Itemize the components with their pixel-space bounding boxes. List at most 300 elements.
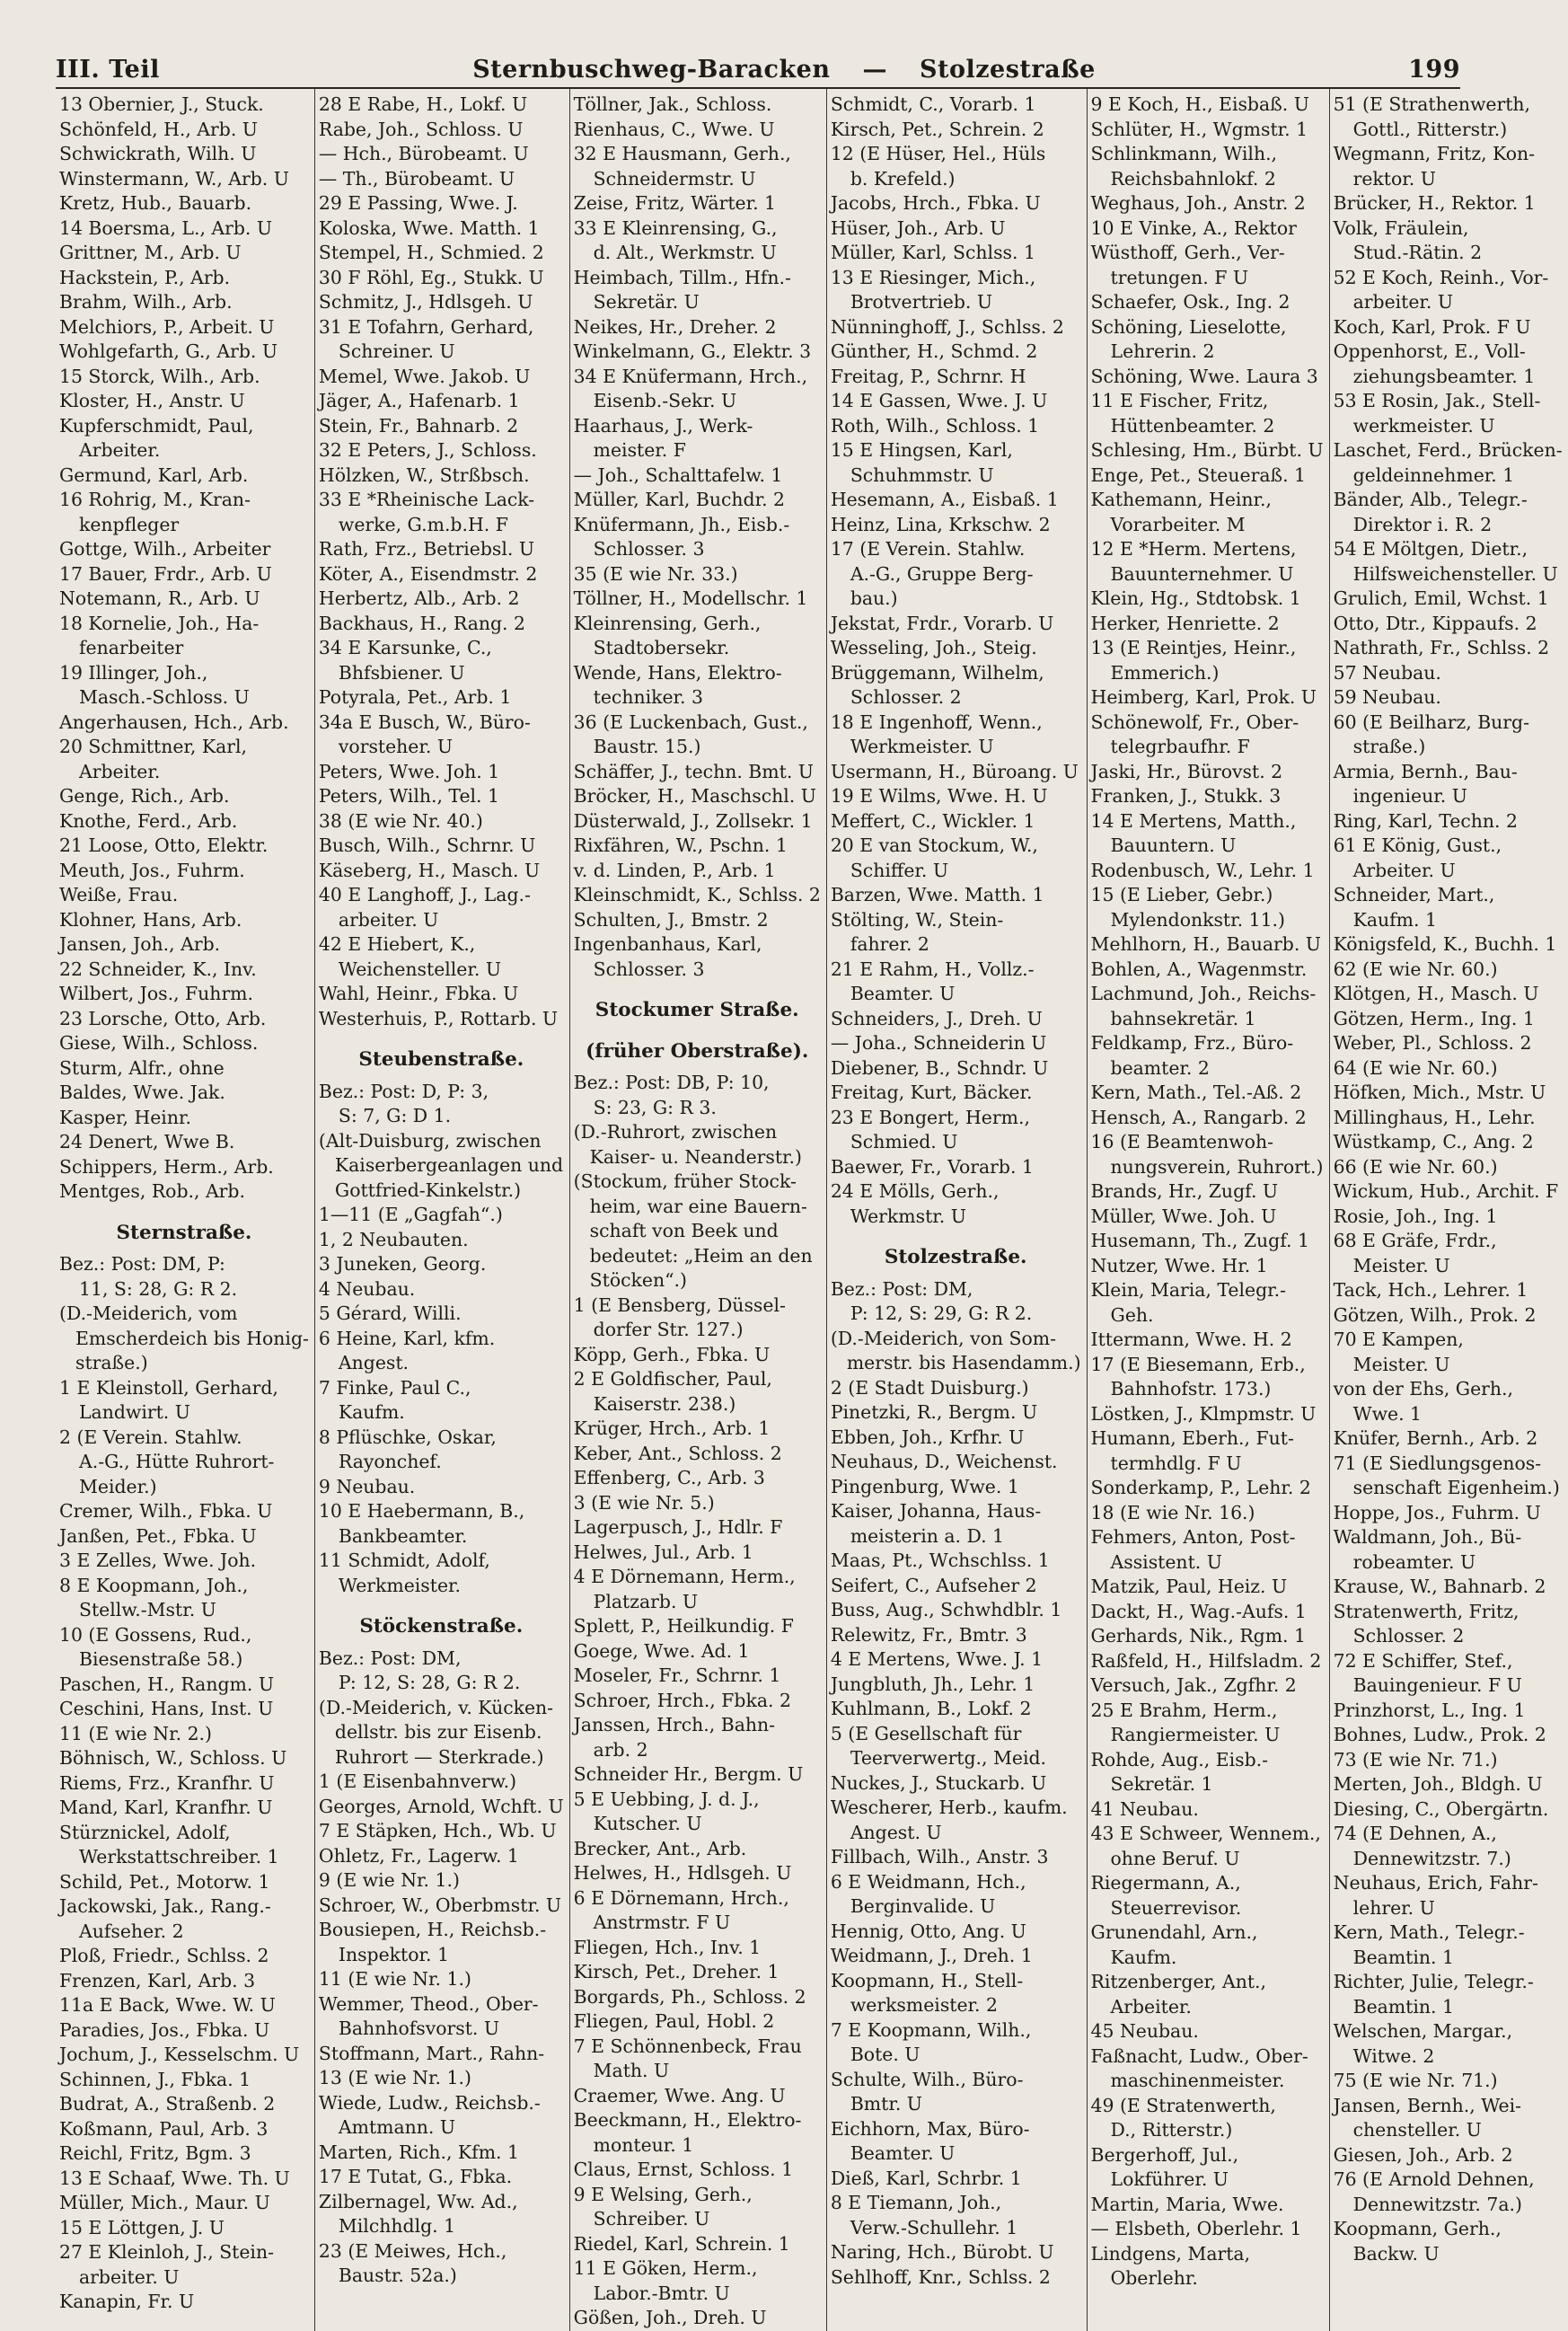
directory-entry: 18 (E wie Nr. 16.) [1090,1501,1255,1523]
directory-entry: 61 E König, Gust., [1333,834,1502,856]
directory-entry: Neuhaus, Erich, Fahr- [1333,1872,1538,1894]
directory-entry: Otto, Dtr., Kippaufs. 2 [1333,612,1537,634]
directory-entry: (D.-Meiderich, vom [59,1302,238,1324]
range-end: Stolzestraße [919,56,1096,84]
directory-entry: werksmeister. 2 [850,1994,998,2016]
directory-entry: Jansen, Bernh., Wei- [1333,2094,1521,2116]
directory-entry: 21 E Rahm, H., Vollz.- [830,958,1035,980]
directory-entry: 66 (E wie Nr. 60.) [1333,1155,1498,1178]
directory-entry: Vorarbeiter. M [1110,513,1246,535]
directory-entry: Beamter. U [850,2142,956,2164]
directory-entry: Ruhrort — Sterkrade.) [334,1745,544,1768]
directory-entry: — Joh., Schalttafelw. 1 [573,464,783,486]
directory-entry: Ring, Karl, Techn. 2 [1333,809,1518,832]
directory-entry: (Alt-Duisburg, zwischen [318,1129,542,1152]
directory-entry: Schinnen, J., Fbka. 1 [59,2068,251,2090]
directory-entry: 14 E Gassen, Wwe. J. U [830,390,1048,411]
directory-entry: 2 E Goldfischer, Paul, [573,1368,772,1390]
directory-entry: Germund, Karl, Arb. [59,464,249,486]
directory-entry: Genge, Rich., Arb. [59,785,230,807]
directory-entry: S: 7, G: D 1. [338,1105,452,1126]
directory-entry: Hoppe, Jos., Fuhrm. U [1333,1501,1541,1523]
directory-entry: Brands, Hr., Zugf. U [1090,1180,1279,1202]
directory-entry: Mand, Karl, Kranfhr. U [59,1797,273,1818]
directory-entry: Bez.: Post: DM, [318,1647,462,1669]
directory-entry: Helwes, Jul., Arb. 1 [573,1541,753,1563]
directory-entry: Versuch, Jak., Zgfhr. 2 [1090,1674,1297,1696]
directory-entry: Jackowski, Jak., Rang.- [59,1895,271,1917]
directory-entry: Humann, Eberh., Fut- [1090,1427,1294,1449]
directory-entry: Wüstkamp, C., Ang. 2 [1333,1131,1534,1152]
directory-entry: Koopmann, H., Stell- [830,1969,1024,1991]
directory-entry: Rienhaus, C., Wwe. U [573,118,775,140]
directory-entry: Schuhmmstr. U [850,464,994,486]
directory-entry: 36 (E Luckenbach, Gust., [573,711,808,733]
directory-entry: fahrer. 2 [850,933,929,955]
directory-entry: Bauunternehmer. U [1110,562,1294,585]
directory-entry: Königsfeld, K., Buchh. 1 [1333,933,1557,955]
directory-entry: Matzik, Paul, Heiz. U [1090,1576,1288,1597]
directory-entry: Klein, Maria, Telegr.- [1090,1279,1286,1301]
directory-entry: Köter, A., Eisendmstr. 2 [318,562,538,585]
directory-entry: Meuth, Jos., Fuhrm. [59,859,245,881]
directory-entry: Teerverwertg., Meid. [850,1747,1047,1769]
directory-entry: 19 Illinger, Joh., [59,661,208,684]
directory-entry: Müller, Mich., Maur. U [59,2192,270,2213]
directory-entry: Arbeiter. [79,760,161,782]
directory-entry: 76 (E Arnold Dehnen, [1333,2168,1535,2190]
directory-entry: robeamter. U [1352,1550,1476,1573]
directory-entry: Backhaus, H., Rang. 2 [318,612,525,634]
directory-entry: Busch, Wilh., Schrnr. U [318,834,536,856]
directory-entry: Backw. U [1352,2242,1440,2265]
directory-entry: 2 (E Stadt Duisburg.) [830,1376,1029,1399]
directory-entry: Zilbernagel, Ww. Ad., [318,2190,518,2212]
directory-entry: 11 E Göken, Herm., [573,2257,758,2279]
directory-entry: bau.) [850,587,898,609]
directory-entry: Stoffmann, Mart., Rahn- [318,2042,545,2064]
directory-entry: Nünninghoff, J., Schlss. 2 [830,315,1064,338]
directory-entry: 13 E Riesinger, Mich., [830,266,1036,288]
directory-entry: Platzarb. U [593,1590,699,1612]
directory-entry: (D.-Meiderich, v. Kücken- [318,1696,554,1718]
directory-entry: Düsterwald, J., Zollsekr. 1 [573,809,813,832]
directory-entry: Hüttenbeamter. 2 [1110,414,1275,437]
directory-entry: Kern, Math., Telegr.- [1333,1921,1525,1943]
directory-entry: 6 E Weidmann, Hch., [830,1870,1026,1893]
directory-entry: Milchhdlg. 1 [338,2215,456,2237]
directory-entry: Moseler, Fr., Schrnr. 1 [573,1664,781,1686]
directory-entry: Craemer, Wwe. Ang. U [573,2084,786,2106]
directory-entry: Beamtin. 1 [1352,1995,1454,2018]
directory-entry: 68 E Gräfe, Frdr., [1333,1230,1497,1251]
directory-entry: Freitag, Kurt, Bäcker. [830,1082,1033,1103]
directory-entry: 51 (E Strathenwerth, [1333,93,1531,115]
directory-entry: Kuhlmann, B., Lokf. 2 [830,1698,1032,1719]
directory-entry: Bauuntern. U [1110,834,1237,856]
column-1 [56,89,315,2331]
directory-entry: 16 Rohrig, M., Kran- [59,489,251,510]
directory-entry: 1—11 (E „Gagfah“.) [318,1204,503,1225]
directory-entry: 23 E Bongert, Herm., [830,1106,1030,1128]
directory-entry: 18 Kornelie, Joh., Ha- [59,612,260,634]
directory-entry: Kern, Math., Tel.-Aß. 2 [1090,1082,1302,1103]
directory-entry: Meider.) [79,1475,157,1497]
directory-entry: 5 Gérard, Willi. [318,1302,462,1324]
directory-entry: Raßfeld, H., Hilfsladm. 2 [1090,1649,1322,1672]
directory-entry: Melchiors, P., Arbeit. U [59,315,275,338]
directory-entry: Reichl, Fritz, Bgm. 3 [59,2142,251,2164]
directory-entry: Paschen, H., Rangm. U [59,1673,275,1695]
directory-entry: Käseberg, H., Masch. U [318,859,541,881]
directory-entry: Lagerpusch, J., Hdlr. F [573,1516,783,1538]
directory-entry: 54 E Möltgen, Dietr., [1333,538,1528,560]
directory-entry: 74 (E Dehnen, A., [1333,1823,1497,1844]
street-heading: (früher Oberstraße). [586,1039,809,1063]
directory-entry: 11 (E wie Nr. 1.) [318,1968,471,1990]
directory-entry: Schlüter, H., Wgmstr. 1 [1090,118,1308,140]
directory-entry: 9 E Koch, H., Eisbaß. U [1090,93,1309,115]
directory-entry: Schreiber. U [593,2208,710,2229]
directory-entry: beamter. 2 [1110,1056,1210,1079]
directory-entry: 4 E Dörnemann, Herm., [573,1566,796,1587]
directory-entry: Hölzken, W., Strßbsch. [318,464,530,486]
directory-entry: 18 E Ingenhoff, Wenn., [830,711,1043,733]
directory-entry: Wilbert, Jos., Fuhrm. [59,983,254,1004]
directory-entry: Haarhaus, J., Werk- [573,414,753,437]
directory-entry: 17 Bauer, Frdr., Arb. U [59,562,272,585]
directory-entry: Weiße, Frau. [59,884,179,905]
directory-entry: 15 (E Lieber, Gebr.) [1090,884,1273,905]
directory-entry: 5 E Uebbing, J. d. J., [573,1788,760,1810]
street-heading: Steubenstraße. [358,1048,524,1071]
directory-entry: P: 12, S: 29, G: R 2. [850,1302,1033,1324]
directory-entry: Borgards, Ph., Schloss. 2 [573,1985,806,2008]
directory-entry: 9 Neubau. [318,1475,416,1497]
directory-entry: 23 (E Meiwes, Hch., [318,2239,507,2262]
directory-entry: 32 E Peters, J., Schloss. [318,439,537,461]
directory-entry: Kloster, H., Anstr. U [59,390,245,411]
directory-entry: Koloska, Wwe. Matth. 1 [318,216,540,239]
directory-entry: meister. F [593,439,686,461]
directory-entry: Meister. U [1352,1353,1450,1375]
directory-entry: Schlesing, Hm., Bürbt. U [1090,439,1324,461]
directory-entry: 73 (E wie Nr. 71.) [1333,1748,1498,1770]
directory-entry: geldeinnehmer. 1 [1352,464,1515,486]
directory-entry: 21 Loose, Otto, Elektr. [59,834,269,856]
directory-entry: 42 E Hiebert, K., [318,933,476,955]
directory-entry: Angest. U [850,1821,942,1843]
directory-entry: Schwickrath, Wilh. U [59,143,257,164]
directory-entry: 28 E Rabe, H., Lokf. U [318,93,528,115]
directory-entry: chensteller. U [1352,2119,1482,2141]
directory-entry: Schulten, J., Bmstr. 2 [573,908,769,931]
directory-entry: Georges, Arnold, Wchft. U [318,1795,564,1817]
directory-entry: Bröcker, H., Maschschl. U [573,785,816,807]
directory-entry: Jäger, A., Hafenarb. 1 [318,390,520,411]
directory-entry: Kaiserstr. 238.) [593,1392,736,1415]
directory-entry: Stölting, W., Stein- [830,908,1004,931]
directory-entry: Gottge, Wilh., Arbeiter [59,538,271,560]
directory-entry: maschinenmeister. [1110,2070,1285,2091]
directory-entry: Stöcken“.) [589,1269,687,1291]
directory-entry: Maas, Pt., Wchschlss. 1 [830,1550,1050,1571]
directory-entry: Stein, Fr., Bahnarb. 2 [318,414,519,437]
directory-entry: Rodenbusch, W., Lehr. 1 [1090,859,1315,881]
directory-entry: Meffert, C., Wickler. 1 [830,809,1035,832]
directory-entry: 6 Heine, Karl, kfm. [318,1327,496,1349]
directory-entry: Kaiser- u. Neanderstr.) [589,1145,802,1168]
directory-entry: Nuckes, J., Stuckarb. U [830,1771,1047,1794]
page-range [472,56,1096,84]
directory-entry: A.-G., Hütte Ruhrort- [79,1451,275,1472]
directory-entry: dellstr. bis zur Eisenb. [334,1721,542,1743]
directory-entry: 7 E Schönnenbeck, Frau [573,2035,802,2057]
directory-entry: Schmidt, C., Vorarb. 1 [830,93,1036,115]
street-heading: Stockumer Straße. [595,999,799,1021]
directory-entry: Effenberg, C., Arb. 3 [573,1467,765,1488]
directory-entry: Wemmer, Theod., Ober- [318,1992,539,2015]
directory-entry: 7 E Koopmann, Wilh., [830,2018,1032,2041]
directory-entry: 4 Neubau. [318,1277,416,1300]
directory-entry: Sehlhoff, Knr., Schlss. 2 [830,2265,1051,2288]
directory-entry: Arbeiter. [1110,1995,1192,2018]
directory-entry: Kanapin, Fr. U [59,2291,195,2312]
directory-entry: vorsteher. U [338,736,454,757]
column-2 [315,89,570,2331]
directory-entry: Klein, Hg., Stdtobsk. 1 [1090,587,1301,609]
directory-entry: Assistent. U [1110,1550,1222,1573]
directory-entry: Brahm, Wilh., Arb. [59,291,233,313]
directory-entry: Krüger, Hrch., Arb. 1 [573,1417,771,1439]
directory-entry: P: 12, S: 28, G: R 2. [338,1672,521,1693]
directory-entry: ingenieur. U [1352,785,1467,807]
directory-entry: Claus, Ernst, Schloss. 1 [573,2159,794,2180]
directory-entry: 29 E Passing, Wwe. J. [318,192,518,214]
directory-entry: Riems, Frz., Kranfhr. U [59,1771,275,1794]
directory-entry: 13 Obernier, J., Stuck. [59,93,264,115]
directory-entry: Baustr. 15.) [593,736,701,757]
directory-entry: Grittner, M., Arb. U [59,242,242,263]
directory-entry: telegrbaufhr. F [1110,736,1250,757]
directory-entry: 34 E Karsunke, C., [318,637,492,658]
directory-entry: Höfken, Mich., Mstr. U [1333,1082,1546,1103]
directory-entry: Hesemann, A., Eisbaß. 1 [830,489,1059,510]
directory-entry: Keber, Ant., Schloss. 2 [573,1442,782,1464]
directory-entry: Laschet, Ferd., Brücken- [1333,439,1563,461]
directory-entry: Math. U [593,2060,670,2081]
directory-entry: Marten, Rich., Kfm. 1 [318,2141,519,2163]
directory-entry: Feldkamp, Frz., Büro- [1090,1032,1294,1054]
directory-entry: Kaiserbergeanlagen und [334,1154,564,1176]
directory-entry: Fliegen, Paul, Hobl. 2 [573,2010,775,2032]
directory-entry: Naring, Hch., Bürobt. U [830,2241,1054,2263]
directory-entry: ziehungsbeamter. 1 [1352,365,1536,387]
directory-entry: Stud.-Rätin. 2 [1352,242,1483,263]
directory-entry: Zeise, Fritz, Wärter. 1 [573,192,777,214]
directory-entry: Direktor i. R. 2 [1352,513,1493,535]
directory-entry: Werkmeister. U [850,736,994,757]
directory-entry: Koßmann, Paul, Arb. 3 [59,2117,269,2140]
directory-entry: Knothe, Ferd., Arb. [59,809,238,832]
directory-entry: Gottl., Ritterstr.) [1352,118,1508,140]
directory-entry: 72 E Schiffer, Stef., [1333,1649,1513,1672]
directory-entry: 52 E Koch, Reinh., Vor- [1333,266,1549,288]
directory-entry: 30 F Röhl, Eg., Stukk. U [318,266,544,288]
directory-entry: Budrat, A., Straßenb. 2 [59,2093,276,2115]
directory-entry: Witwe. 2 [1352,2044,1435,2067]
directory-entry: Peters, Wwe. Joh. 1 [318,760,500,782]
directory-entry: Lachmund, Joh., Reichs- [1090,983,1317,1004]
directory-entry: Schroer, Hrch., Fbka. 2 [573,1689,791,1711]
directory-entry: Baldes, Wwe. Jak. [59,1082,225,1103]
directory-entry: Lokführer. U [1110,2168,1229,2190]
directory-entry: Jungbluth, Jh., Lehr. 1 [830,1673,1035,1695]
directory-entry: Klohner, Hans, Arb. [59,908,242,931]
directory-entry: 9 (E wie Nr. 1.) [318,1869,460,1891]
directory-entry: Riegermann, A., [1090,1872,1241,1894]
directory-entry: 12 E *Herm. Mertens, [1090,538,1297,560]
directory-entry: Labor.-Bmtr. U [593,2282,730,2304]
directory-entry: Splett, P., Heilkundig. F [573,1615,794,1637]
directory-entry: Wüsthoff, Gerh., Ver- [1090,242,1285,263]
directory-entry: Anstrmstr. F U [593,1912,731,1933]
directory-entry: Löstken, J., Klmpmstr. U [1090,1402,1317,1425]
directory-entry: 13 E Schaaf, Wwe. Th. U [59,2167,290,2189]
directory-entry: Landwirt. U [79,1401,190,1423]
directory-entry: 5 (E Gesellschaft für [830,1722,1022,1744]
directory-entry: Wickum, Hub., Archit. F [1333,1180,1559,1202]
directory-entry: Bohlen, A., Wagenmstr. [1090,958,1308,980]
directory-entry: — Hch., Bürobeamt. U [318,143,529,164]
directory-entry: Jekstat, Frdr., Vorarb. U [830,612,1054,634]
directory-entry: Brecker, Ant., Arb. [573,1837,747,1859]
directory-entry: Kretz, Hub., Bauarb. [59,192,252,214]
directory-entry: Oberlehr. [1110,2267,1198,2289]
directory-entry: Schlosser. 3 [593,958,705,980]
directory-entry: Ingenbanhaus, Karl, [573,933,762,955]
directory-entry: Brotvertrieb. U [850,291,993,313]
directory-entry: Enge, Pet., Steueraß. 1 [1090,464,1307,486]
directory-entry: Berginvalide. U [850,1895,996,1917]
directory-entry: 17 (E Biesemann, Erb., [1090,1353,1306,1375]
directory-entry: 10 E Vinke, A., Rektor [1090,216,1297,239]
directory-entry: Jochum, J., Kesselschm. U [59,2044,300,2065]
directory-entry: Schneidermstr. U [593,167,756,190]
directory-entry: Goege, Wwe. Ad. 1 [573,1639,750,1662]
directory-entry: Rabe, Joh., Schloss. U [318,118,524,140]
directory-entry: Kaiser, Johanna, Haus- [830,1500,1042,1522]
directory-entry: meisterin a. D. 1 [850,1524,1005,1547]
directory-entry: Wende, Hans, Elektro- [573,661,782,684]
directory-entry: Müller, Karl, Buchdr. 2 [573,489,786,510]
directory-entry: Schulte, Wilh., Büro- [830,2068,1024,2090]
column-4 [827,89,1088,2331]
directory-entry: Knüfermann, Jh., Eisb.- [573,513,790,535]
directory-entry: Ritzenberger, Ant., [1090,1971,1267,1992]
directory-entry: Wwe. 1 [1352,1402,1423,1425]
directory-entry: — Elsbeth, Oberlehr. 1 [1090,2218,1302,2239]
directory-entry: Bankbeamter. [338,1524,468,1547]
directory-entry: Schroer, W., Oberbmstr. U [318,1894,562,1916]
directory-entry: Inspektor. 1 [338,1943,449,1965]
directory-entry: Kleinrensing, Gerh., [573,612,762,634]
directory-entry: 22 Schneider, K., Inv. [59,958,257,980]
directory-entry: Giesen, Joh., Arb. 2 [1333,2143,1513,2166]
directory-entry: arbeiter. U [79,2265,180,2288]
page-number: 199 [1408,56,1460,84]
directory-entry: Weichensteller. U [338,958,502,980]
directory-entry: Merten, Joh., Bldgh. U [1333,1773,1543,1795]
directory-entry: Tack, Hch., Lehrer. 1 [1333,1279,1528,1301]
directory-entry: Schneiders, J., Dreh. U [830,1007,1043,1029]
directory-entry: Brücker, H., Rektor. 1 [1333,192,1536,214]
directory-entry: Bohnes, Ludw., Prok. 2 [1333,1724,1546,1745]
directory-entry: 3 (E wie Nr. 5.) [573,1491,715,1514]
directory-entry: Steuerrevisor. [1110,1896,1242,1919]
directory-entry: Rath, Frz., Betriebsl. U [318,538,535,560]
directory-entry: Knüfer, Bernh., Arb. 2 [1333,1427,1538,1449]
directory-entry: Kupferschmidt, Paul, [59,414,254,437]
directory-entry: 8 Pflüschke, Oskar, [318,1426,497,1448]
directory-entry: arbeiter. U [1352,291,1454,313]
directory-entry: 24 E Mölls, Gerh., [830,1180,1000,1202]
directory-entry: Waldmann, Joh., Bü- [1333,1526,1522,1548]
directory-entry: Schöning, Wwe. Laura 3 [1090,365,1318,387]
directory-entry: Angest. [338,1352,410,1373]
directory-entry: Baewer, Fr., Vorarb. 1 [830,1155,1034,1178]
directory-entry: (D.-Meiderich, von Som- [830,1327,1057,1349]
directory-entry: kenpfleger [79,513,180,535]
directory-entry: techniker. 3 [593,686,703,708]
directory-entry: 33 E *Rheinische Lack- [318,489,535,510]
directory-entry: 75 (E wie Nr. 71.) [1333,2070,1498,2091]
directory-entry: b. Krefeld.) [850,167,956,190]
directory-entry: Schreiner. U [338,340,455,362]
directory-entry: Winkelmann, G., Elektr. 3 [573,340,812,362]
directory-entry: Rixfähren, W., Pschn. 1 [573,834,788,856]
directory-entry: Memel, Wwe. Jakob. U [318,365,531,387]
directory-entry: Herbertz, Alb., Arb. 2 [318,587,520,609]
directory-entry: Ceschini, Hans, Inst. U [59,1698,274,1719]
directory-entry: Schneider, Mart., [1333,884,1495,905]
directory-entry: 41 Neubau. [1090,1797,1199,1820]
directory-entry: 60 (E Beilharz, Burg- [1333,711,1530,733]
directory-entry: Koch, Karl, Prok. F U [1333,315,1531,338]
directory-entry: Töllner, Jak., Schloss. [573,93,772,115]
directory-entry: 6 E Dörnemann, Hrch., [573,1886,789,1909]
directory-entry: 49 (E Stratenwerth, [1090,2094,1276,2116]
directory-entry: Gerhards, Nik., Rgm. 1 [1090,1625,1306,1647]
directory-entry: Hennig, Otto, Ang. U [830,1920,1026,1942]
directory-entry: Schiffer. U [850,859,949,881]
directory-entry: 43 E Schweer, Wennem., [1090,1823,1321,1844]
directory-entry: Hilfsweichensteller. U [1352,562,1558,585]
directory-entry: Peters, Wilh., Tel. 1 [318,785,499,807]
directory-entry: 1 (E Eisenbahnverw.) [318,1770,517,1792]
directory-entry: Kaufm. 1 [1352,908,1437,931]
directory-entry: 71 (E Siedlungsgenos- [1333,1452,1542,1474]
directory-entry: Jacobs, Hrch., Fbka. U [830,192,1041,214]
street-heading: Sternstraße. [116,1221,252,1244]
directory-entry: Kirsch, Pet., Schrein. 2 [830,118,1044,140]
directory-entry: senschaft Eigenheim.) [1352,1477,1560,1498]
directory-entry: Beamter. U [850,983,956,1004]
directory-entry: straße.) [1352,736,1426,757]
directory-entry: Wiede, Ludw., Reichsb.- [318,2091,541,2114]
directory-entry: 8 E Tiemann, Joh., [830,2192,1002,2213]
directory-entry: 70 E Kampen, [1333,1329,1464,1350]
